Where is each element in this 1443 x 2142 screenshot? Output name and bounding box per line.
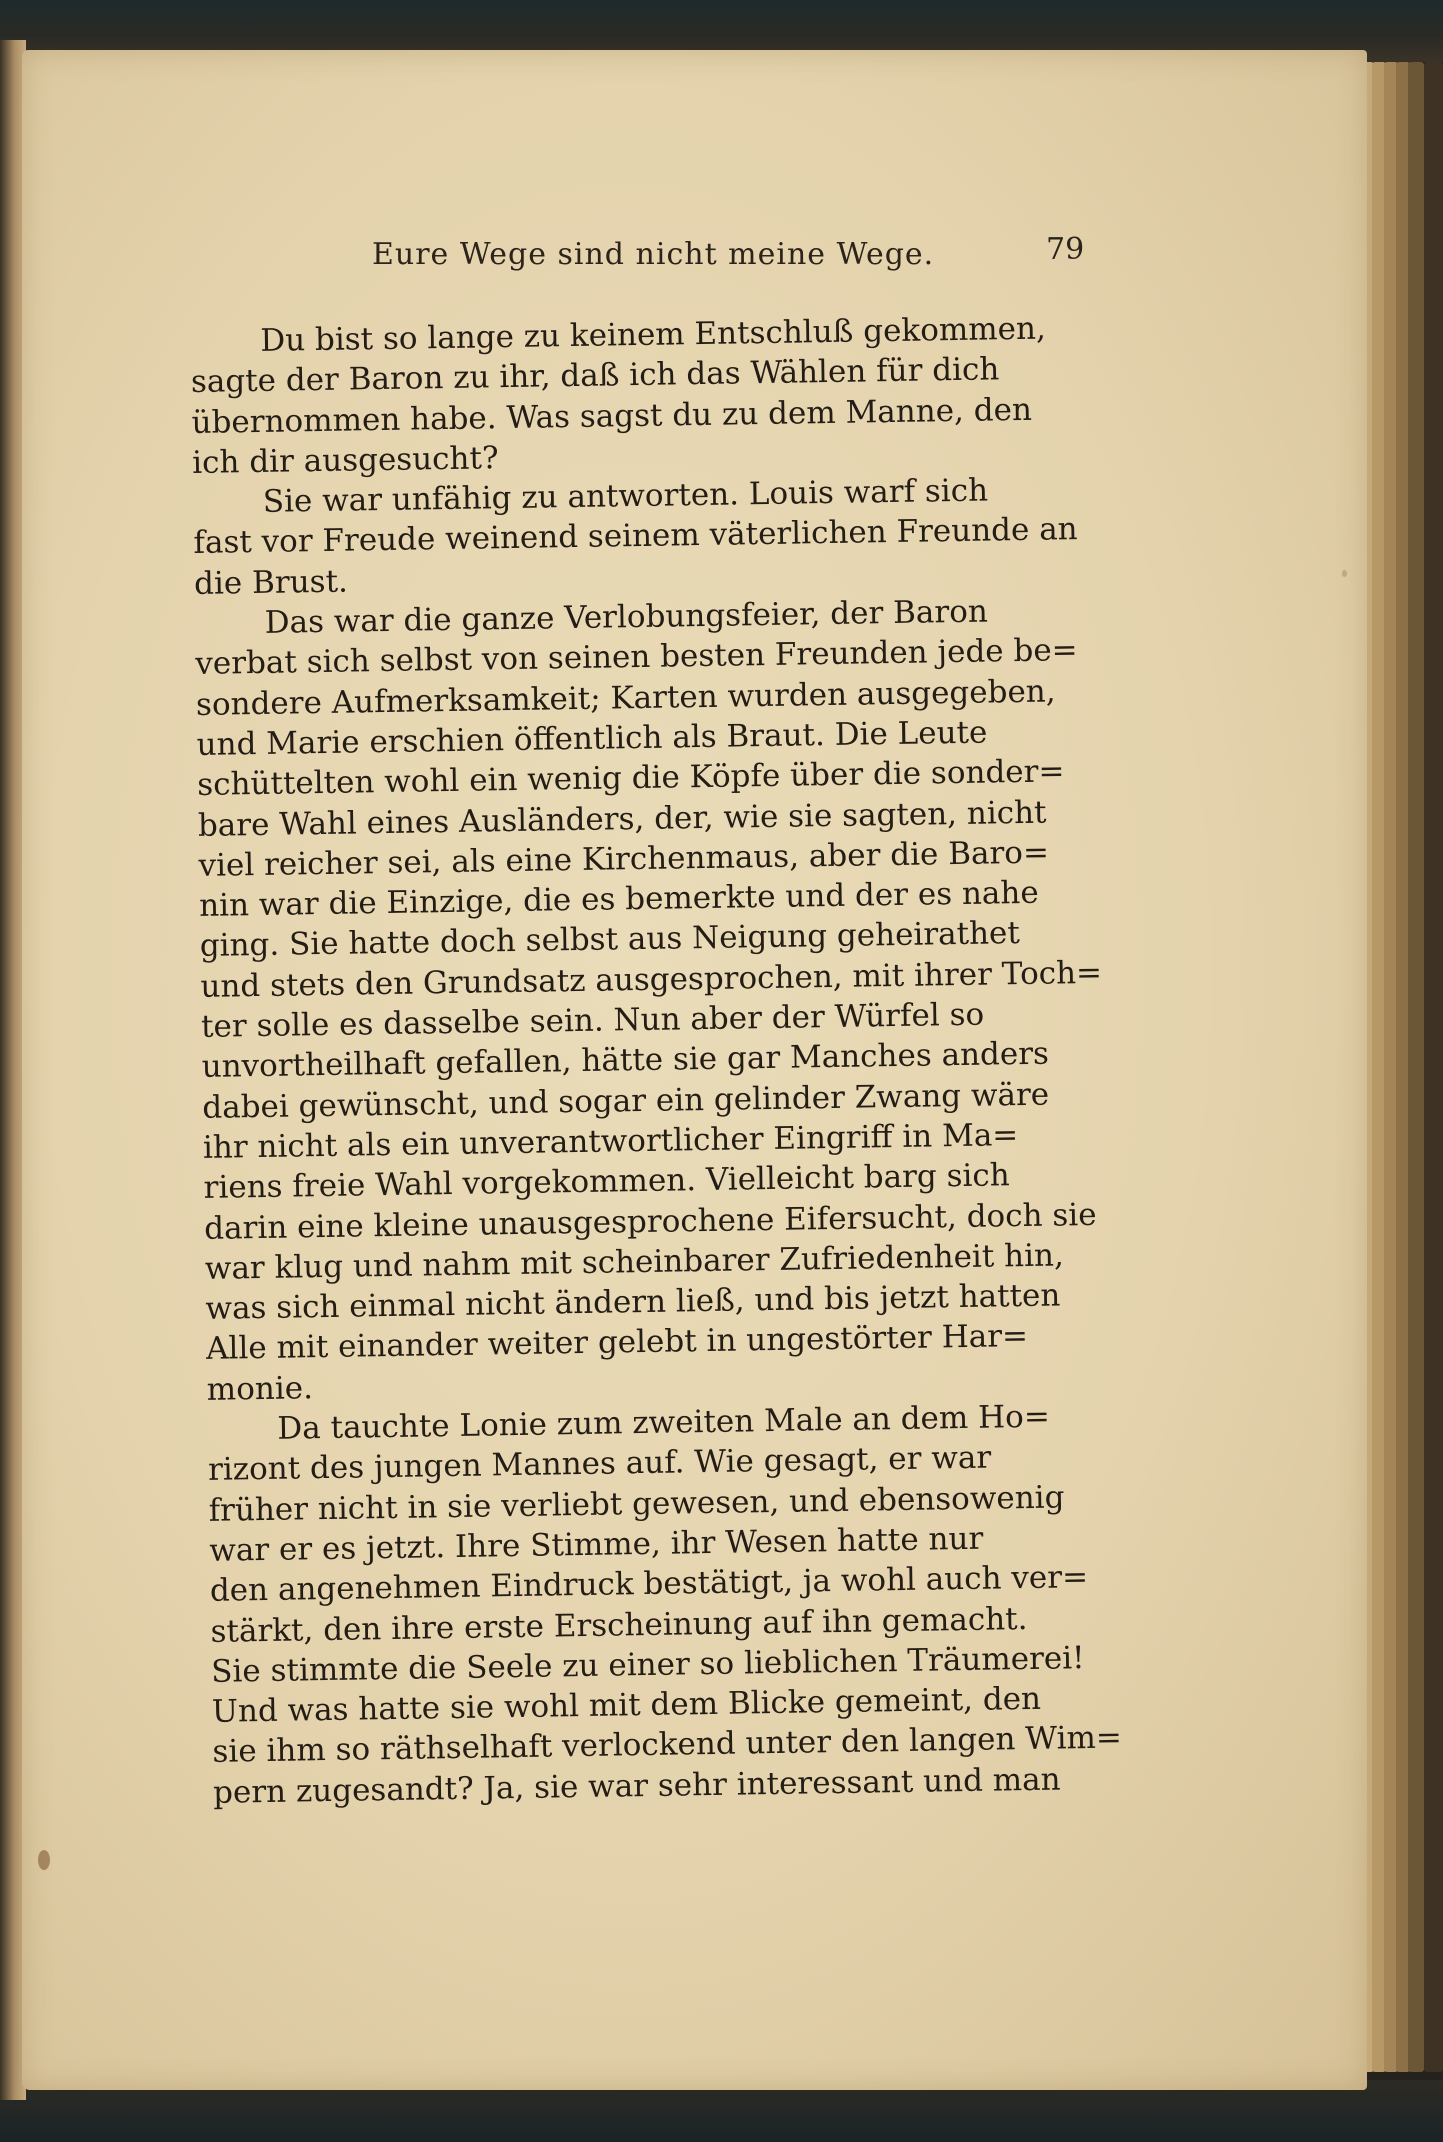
text-line: darin eine kleine unausgesprochene Eifersucht, doch sie [203,1196,1097,1247]
text-line: schüttelten wohl ein wenig die Köpfe über die sonder= [196,753,1065,804]
text-line: verbat sich selbst von seinen besten Freunden jede be= [195,632,1078,683]
running-head: Eure Wege sind nicht meine Wege. [372,237,935,272]
text-line: nin war die Einzige, die es bemerkte und der es nahe [198,874,1039,925]
text-line: ich dir ausgesucht? [191,440,499,481]
text-line: pern zugesandt? Ja, sie war sehr interessant und man [212,1761,1061,1811]
text-line: früher nicht in sie verliebt gewesen, und ebensowenig [208,1479,1065,1529]
text-line: riens freie Wahl vorgekommen. Vielleicht barg sich [203,1157,1011,1207]
text-line: bare Wahl eines Ausländers, der, wie sie sagten, nicht [197,794,1047,844]
text-line: sondere Aufmerksamkeit; Karten wurden ausgegeben, [195,673,1056,723]
text-line: stärkt, den ihre erste Erscheinung auf ihn gemacht. [210,1600,1028,1650]
text-line: und Marie erschien öffentlich als Braut. Die Leute [196,714,988,763]
text-line: und stets den Grundsatz ausgesprochen, mit ihrer Toch= [200,954,1103,1005]
text-line: monie. [206,1369,314,1408]
text-line: fast vor Freude weinend seinem väterlichen Freunde an [193,511,1078,562]
text-line: die Brust. [193,563,349,602]
text-line: war klug und nahm mit scheinbarer Zufriedenheit hin, [204,1237,1065,1287]
page-stack-edge [1424,62,1443,2072]
text-line: war er es jetzt. Ihre Stimme, ihr Wesen hatte nur [209,1520,984,1569]
text-line: Du bist so lange zu keinem Entschluß gekommen, [260,310,1047,359]
page-number: 79 [1046,232,1085,267]
body-text [190,307,1138,1812]
text-line: ihr nicht als ein unverantwortlicher Eingriff in Ma= [202,1117,1019,1166]
ink-stain [1342,570,1347,577]
text-line: unvortheilhaft gefallen, hätte sie gar Manches anders [201,1035,1050,1086]
text-line: sagte der Baron zu ihr, daß ich das Wählen für dich [190,351,1000,401]
text-line: viel reicher sei, als eine Kirchenmaus, aber die Baro= [198,834,1050,884]
text-line: Da tauchte Lonie zum zweiten Male an dem Ho= [277,1398,1051,1447]
text-line: dabei gewünscht, und sogar ein gelinder Zwang wäre [202,1076,1050,1126]
text-line: Das war die ganze Verlobungsfeier, der Baron [264,593,989,641]
text-line: was sich einmal nicht ändern ließ, und bis jetzt hatten [205,1277,1061,1328]
ink-stain [38,1850,50,1870]
text-line: Sie stimmte die Seele zu einer so lieblichen Träumerei! [210,1639,1085,1690]
text-line: Und was hatte sie wohl mit dem Blicke gemeint, den [211,1680,1042,1730]
text-line: ging. Sie hatte doch selbst aus Neigung geheirathet [199,915,1021,965]
text-line: sie ihm so räthselhaft verlockend unter den langen Wim= [212,1719,1123,1771]
text-line: Sie war unfähig zu antworten. Louis warf sich [262,472,989,521]
page-stack-edge [1408,62,1424,2072]
text-line: ter solle es dasselbe sein. Nun aber der Würfel so [200,996,985,1045]
text-line: übernommen habe. Was sagst du zu dem Manne, den [191,391,1033,441]
text-line: rizont des jungen Mannes auf. Wie gesagt, er war [207,1439,992,1489]
text-line: Alle mit einander weiter gelebt in ungestörter Har= [205,1318,1029,1368]
text-line: den angenehmen Eindruck bestätigt, ja wohl auch ver= [209,1559,1089,1610]
